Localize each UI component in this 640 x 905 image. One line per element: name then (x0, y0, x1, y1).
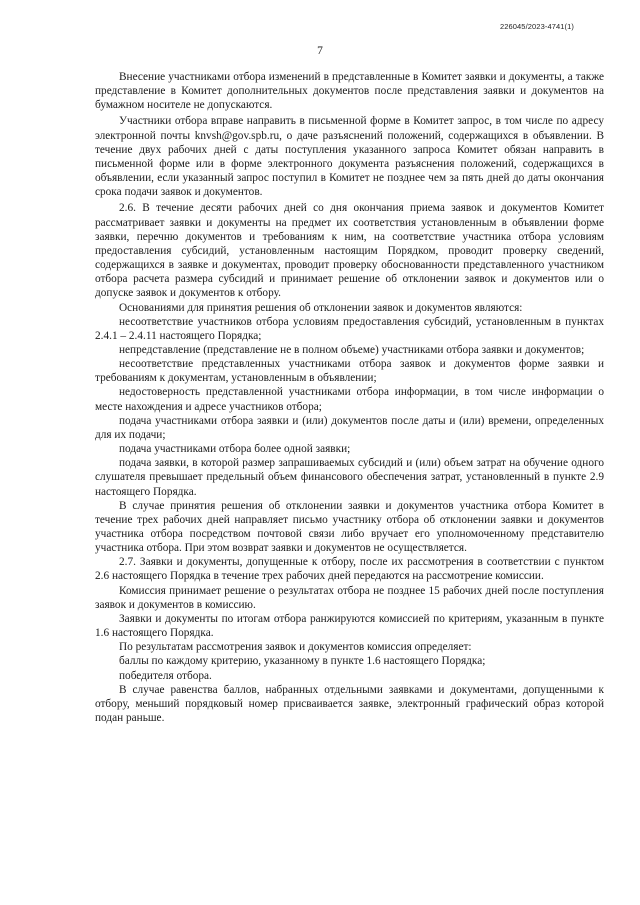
page-number: 7 (317, 45, 323, 57)
document-number: 226045/2023-4741(1) (499, 22, 574, 31)
list-item: подача участниками отбора заявки и (или) документов после даты и (или) времени, определенных для их подачи; (95, 414, 604, 441)
paragraph: Внесение участниками отбора изменений в представленные в Комитет заявки и документы, а также представление в Комитет дополнительных документов после представления заявки и документов на бумажном носителе не допускаются. (95, 71, 604, 112)
document-body (95, 70, 604, 725)
list-item: несоответствие представленных участниками отбора заявок и документов форме заявки и требованиям к документам, установленным в объявлении; (95, 358, 604, 385)
paragraph: В случае принятия решения об отклонении заявки и документов участника отбора Комитет в течение трех рабочих дней направляет письмо участнику отбора об отклонении заявки и документов участника отбора посредством почтовой связи либо вручает его уполномоченному представителю участника отбора. При этом возврат заявки и документов не осуществляется. (95, 499, 604, 555)
list-item: баллы по каждому критерию, указанному в пункте 1.6 настоящего Порядка; (119, 655, 486, 668)
paragraph: Участники отбора вправе направить в письменной форме в Комитет запрос, в том числе по адресу электронной почты knvsh@gov.spb.ru, о даче разъяснений положений, содержащихся в объявлении. В течение двух рабочих дней с даты поступления указанного запроса Комитет обязан направить в письменной форме или в форме электронного документа разъяснения положений, содержащихся в объявлении, если указанный запрос поступил в Комитет не позднее чем за пять дней до даты окончания срока подачи заявок и документов. (95, 115, 604, 199)
paragraph: В случае равенства баллов, набранных отдельными заявками и документами, допущенными к отбору, меньший порядковый номер присваивается заявке, электронный графический образ которой подан раньше. (95, 683, 604, 725)
list-item: недостоверность представленной участниками отбора информации, в том числе информации о месте нахождения и адресе участников отбора; (95, 386, 604, 413)
list-item: подача заявки, в которой размер запрашиваемых субсидий и (или) объем затрат на обучение одного слушателя превышает предельный объем финансового обеспечения затрат, установленный в пункте 2.9 настоящего Порядка. (95, 457, 604, 498)
list-item: победителя отбора. (119, 669, 212, 682)
paragraph: 2.6. В течение десяти рабочих дней со дня окончания приема заявок и документов Комитет рассматривает заявки и документы на предмет их соответствия установленным в объявлении форме заявки, перечню документов и требованиям к ним, на соответствие участника отбора условиям предоставления субсидий, установленным настоящим Порядком, проводит проверку сведений, содержащихся в заявке и документах, проводит проверку обоснованности представленного участником отбора расчета размера субсидий и принимает решение об отклонении заявок и документов или о допуске заявок и документов к отбору. (95, 202, 604, 300)
paragraph: Основаниями для принятия решения об отклонении заявок и документов являются: (119, 301, 523, 314)
list-item: подача участниками отбора более одной заявки; (119, 443, 351, 456)
paragraph: Комиссия принимает решение о результатах отбора не позднее 15 рабочих дней после поступления заявок и документов в комиссию. (95, 584, 604, 611)
paragraph: Заявки и документы по итогам отбора ранжируются комиссией по критериям, указанным в пункте 1.6 настоящего Порядка. (95, 612, 604, 640)
list-item: несоответствие участников отбора условиям предоставления субсидий, установленным в пунктах 2.4.1 – 2.4.11 настоящего Порядка; (95, 315, 604, 342)
paragraph: 2.7. Заявки и документы, допущенные к отбору, после их рассмотрения в соответствии с пунктом 2.6 настоящего Порядка в течение трех рабочих дней передаются на рассмотрение комиссии. (95, 556, 604, 583)
paragraph: По результатам рассмотрения заявок и документов комиссия определяет: (119, 641, 472, 654)
list-item: непредставление (представление не в полном объеме) участниками отбора заявки и документов; (119, 343, 585, 356)
